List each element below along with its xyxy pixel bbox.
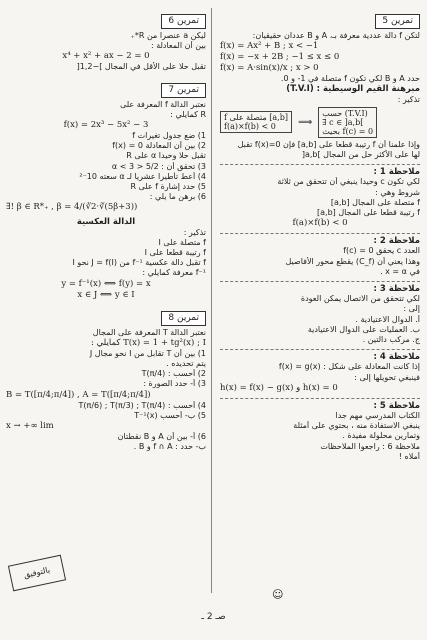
exercise-6-line-3: x⁴ + x² + ax − 2 = 0 (62, 51, 150, 62)
exercise-8-line-6: 3) أ- حدد الصورة : (143, 379, 206, 389)
ivt-extra-1: وإذا علمنا أن f رتيبة قطعا على [a,b] فإن f(x)=0 تقبل (237, 139, 420, 149)
exercise-7-line-5: 2) بين أن المعادلة f(x) = 0 (112, 141, 206, 151)
note-3-line-4: ب. العمليات على الدوال الاعتيادية (307, 324, 420, 334)
note-5-title: ملاحظة 5 : (373, 400, 420, 411)
note-4-title: ملاحظة 4 : (373, 352, 420, 363)
exercise-8-line-4: يتم تحديده . (166, 359, 206, 369)
exercise-7-line-11: ∃! β ∈ R*₊ , β = 4/(∛2·∛(5β+3)) (6, 202, 138, 213)
ivt-conc-1: حسب (T.V.I) (322, 108, 368, 118)
page-footer: صـ 2 ـ (201, 612, 226, 622)
column-divider (211, 8, 212, 593)
exercise-7-line-4: 1) ضع جدول تغيرات f (132, 131, 206, 141)
exercise-7-line-1: نعتبر الدالة f المعرفة على (120, 99, 206, 109)
exercise-8-line-1: نعتبر الدالة T المعرفة على المجال (92, 327, 206, 337)
exercise-8-line-11: 6) أ- بين أن A و B نقطتان (117, 432, 206, 442)
exercise-5-question: حدد A و B لكي تكون f متصلة في 1- و 0. (280, 74, 420, 84)
note-1-title: ملاحظة 1 : (373, 167, 420, 178)
note-5-line-2: ينبغي الاستفادة منه ، بحتوي على أمثلة (293, 421, 420, 431)
exercise-7-title: تمرين 7 (161, 83, 206, 98)
inverse-title: الدالة العكسية (76, 217, 136, 228)
exercise-7-line-3: f(x) = 2x³ − 5x² − 3 (63, 120, 149, 131)
inverse-def-3: x ∈ J ⟺ y ∈ I (77, 289, 135, 300)
ivt-extra-2: لها على الأكثر حل من المجال ]a,b[ (301, 150, 420, 160)
exercise-8-line-5: 2) أحسب : T(π/4) (141, 369, 206, 379)
note-3-line-3: أ. الدوال الاعتيادية . (355, 314, 420, 324)
exercise-5-line-2: f(x) = −x + 2B ; −1 ≤ x ≤ 0 (220, 52, 340, 63)
note-1-cond-3: f(a)×f(b) < 0 (292, 218, 348, 229)
inverse-reminder: تذكير : (183, 227, 206, 237)
note-2-line-3: في x = α . (380, 266, 420, 276)
inverse-def-2: y = f⁻¹(x) ⟺ f(y) = x (61, 278, 151, 289)
note-4-line-3: h(x) = f(x) − g(x) و h(x) = 0 (220, 382, 338, 393)
note-3-line-1: لكي تتحقق من الاتصال يمكن العودة (300, 294, 420, 304)
exercise-8-line-2: T(x) = 1 + tg²(x) ; I كمايلي : (91, 337, 206, 348)
exercise-5-line-1: f(x) = Ax² + B ; x < −1 (220, 41, 319, 52)
note-4-line-2: فينبغي تحويلها إلى : (354, 372, 420, 382)
ivt-reminder: تذكير : (397, 94, 420, 104)
note-1 (220, 164, 420, 229)
exercise-8-title: تمرين 8 (161, 311, 206, 326)
exercise-7-line-2: R كمايلي : (170, 109, 206, 119)
note-3-title: ملاحظة 3 : (373, 284, 420, 295)
note-5-line-1: الكتاب المدرسي مهم جدا (335, 411, 420, 421)
exercise-6-title: تمرين 6 (161, 14, 206, 29)
note-4 (220, 349, 420, 394)
exercise-6-line-1: ليكن a عنصرا من R*₊ (130, 31, 206, 40)
inverse-line-2: f رتيبة قطعا على I (144, 248, 206, 258)
note-3 (220, 281, 420, 345)
exercise-6-line-2: بين أن المعادلة : (150, 41, 206, 51)
note-1-cond-1: f متصلة على المجال [a,b] (330, 197, 420, 207)
ivt-conclusion-box (318, 107, 377, 138)
ivt-hypothesis-box (220, 111, 292, 133)
exercise-8-line-9: 5) ب- أحسب T⁻¹(x) (134, 410, 206, 420)
right-column (220, 8, 420, 466)
exercise-7-line-6: تقبل حلا وحيدا α على R (126, 151, 206, 161)
note-2-line-1: العدد c يحقق f(c) = 0 (343, 246, 420, 256)
exercise-5-line-3: f(x) = A·sin(x)/x ; x > 0 (220, 63, 319, 74)
note-5-line-5: أملاه ! (398, 451, 420, 461)
inverse-def-1: f⁻¹ معرفة كمايلي : (142, 268, 206, 278)
note-5 (220, 398, 420, 462)
exercise-7-line-7: 3) تحقق أن : 5/2 < α < 3 (111, 161, 206, 171)
inverse-line-1: f متصلة على I (158, 237, 206, 247)
note-1-line-1: لكي تكون c وحيدا ينبغي أن تتحقق من ثلاثة (277, 177, 420, 187)
exercise-8 (6, 305, 206, 453)
smiley-icon: ☺ (272, 588, 284, 601)
ivt-title: مبرهنة القيم الوسيطية : (T.V.I) (286, 84, 420, 95)
exercise-8-line-7: B = T([π/4;π/4]) , A = T([π/4;π/4]) (6, 389, 151, 400)
exercise-6 (6, 8, 206, 73)
exercise-7-line-8: 4) أعط تأطيرا عشريا لـ α سعته 10⁻² (79, 171, 206, 181)
note-1-cond-2: f رتيبة قطعا على المجال [a,b] (317, 208, 420, 218)
exercise-8-line-8: 4) أحسب : T(π/6) ; T(π/3) ; T(π/4) (78, 400, 206, 410)
note-4-line-1: إذا كانت المعادلة على شكل : f(x) = g(x) (278, 362, 420, 372)
good-luck-stamp: بالتوفيق (8, 555, 66, 592)
exercise-8-line-10: x → +∞ lim (6, 421, 54, 432)
note-3-line-2: إلى : (403, 304, 420, 314)
ivt-statement (220, 105, 420, 140)
note-1-line-2: شروط وهي : (375, 187, 420, 197)
left-column (6, 8, 206, 456)
exercise-5 (220, 8, 420, 160)
exercise-5-intro: لتكن f دالة عددية معرفة بـ، A و B عددان حقيقيان: (252, 31, 420, 40)
note-3-line-5: ج. مركب دالتين . (362, 335, 420, 345)
note-2 (220, 233, 420, 277)
ivt-conc-2: ∃ c ∈ ]a,b[ (322, 117, 364, 127)
inverse-function (6, 217, 206, 300)
note-2-line-2: وهذا يعني أن (C_f) يقطع محور الأفاصيل (285, 256, 420, 266)
exercise-7 (6, 77, 206, 214)
ivt-hyp-1: f متصلة على [a,b] (224, 113, 288, 123)
exercise-5-title: تمرين 5 (375, 14, 420, 29)
ivt-hyp-2: f(a)×f(b) < 0 (224, 122, 276, 132)
exercise-8-line-12: ب- حدد : f ∩ A و B . (133, 442, 206, 452)
note-5-line-3: وتمارين محلولة مفيدة . (342, 431, 420, 441)
inverse-line-3: f تقبل دالة عكسية f⁻¹ من J = f(I) نحو I (72, 258, 206, 268)
exercise-8-line-3: 1) بين أن T تقابل من I نحو مجال J (89, 348, 206, 358)
exercise-6-line-4: تقبل حلا على الأقل في المجال ]−1,2[ (76, 62, 206, 72)
exercise-7-line-9: 5) حدد إشارة f على R (130, 182, 206, 192)
implies-arrow: ⟹ (297, 116, 313, 128)
note-2-title: ملاحظة 2 : (373, 236, 420, 247)
ivt-conc-3: بحيث f(c) = 0 (322, 126, 374, 136)
note-5-line-4: ملاحظة 6 : راجعوا الملاحظات (320, 441, 420, 451)
exercise-7-line-10: 6) برهن ما يلي : (149, 192, 206, 202)
